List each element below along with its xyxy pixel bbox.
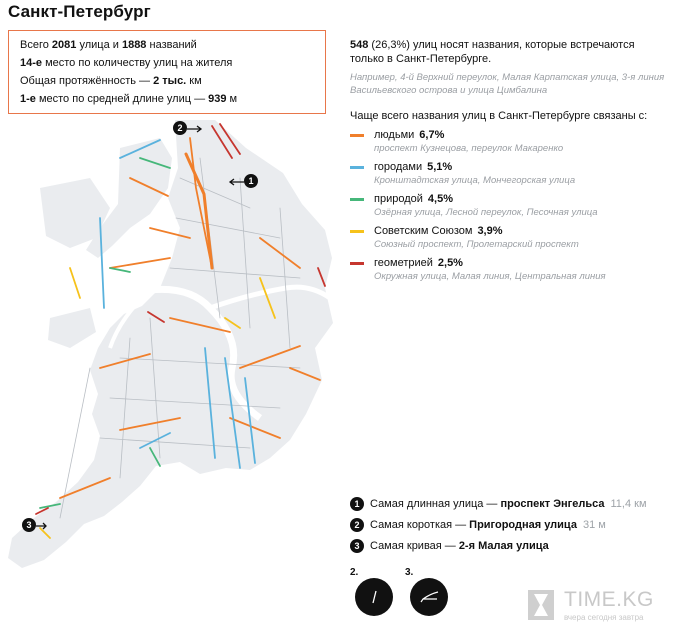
marker-2-arrow — [187, 124, 205, 134]
shortest-street-shape — [355, 578, 393, 616]
legend-row — [350, 159, 670, 175]
legend-item — [350, 223, 670, 255]
legend-percent: 3,9% — [477, 225, 503, 237]
legend-row — [350, 191, 670, 207]
legend-percent: 4,5% — [427, 193, 453, 205]
unique-names-example: Например, 4-й Верхний переулок, Малая Карпатская улица, 3-я линия Васильевского острова и улица Цимбалина — [350, 72, 665, 96]
hourglass-icon — [528, 590, 554, 620]
legend-label: Советским Союзом — [374, 225, 473, 237]
map-marker-2: 2 — [173, 121, 187, 135]
curviest-street-shape — [410, 578, 448, 616]
record-value: 31 м — [582, 519, 606, 531]
legend-example: Окружная улица, Малая линия, Центральная линия — [374, 271, 606, 282]
stat-total-length: Общая протяжённость — 2 тыс. км — [20, 75, 202, 87]
legend-example: Кронштадтская улица, Мончегорская улица — [374, 175, 576, 186]
record-number: 2 — [350, 518, 364, 532]
unique-names-text: 548 (26,3%) улиц носят названия, которые встречаются только в Санкт-Петербурге. Например, 4-й Верхний переулок, Малая Карпатская улица, 3-я линия Васильевского острова и улица Цимбалина — [350, 38, 670, 97]
record-number: 3 — [350, 539, 364, 553]
legend-percent: 5,1% — [427, 161, 453, 173]
legend-example: Союзный проспект, Пролетарский проспект — [374, 239, 579, 250]
legend-swatch — [350, 230, 364, 233]
city-street-map — [0, 118, 342, 572]
stat-avg-length: 1-е место по средней длине улиц — 939 м — [20, 93, 238, 105]
record-number: 1 — [350, 497, 364, 511]
record-label: Самая короткая — — [370, 519, 467, 531]
marker-1-arrow — [226, 177, 244, 187]
legend-row — [350, 223, 670, 239]
shape-label-3: 3. — [405, 567, 414, 578]
legend — [350, 127, 670, 287]
legend-item — [350, 255, 670, 287]
record-label: Самая кривая — — [370, 540, 456, 552]
record-row — [350, 496, 647, 512]
marker-3-arrow — [36, 521, 50, 531]
record-street-name: Пригородная улица — [469, 519, 577, 531]
legend-label: геометрией — [374, 257, 433, 269]
record-street-name: проспект Энгельса — [500, 498, 605, 510]
watermark-tagline: вчера сегодня завтра — [564, 613, 644, 622]
stat-streets: Всего 2081 улица и 1888 названий — [20, 39, 197, 51]
legend-swatch — [350, 262, 364, 265]
legend-swatch — [350, 134, 364, 137]
legend-heading: Чаще всего названия улиц в Санкт-Петербурге связаны с: — [350, 110, 648, 122]
shape-label-2: 2. — [350, 567, 359, 578]
legend-item — [350, 191, 670, 223]
legend-example: Озёрная улица, Лесной переулок, Песочная улица — [374, 207, 598, 218]
legend-item — [350, 159, 670, 191]
record-street-name: 2-я Малая улица — [458, 540, 549, 552]
legend-row — [350, 255, 670, 271]
watermark-logo — [524, 586, 674, 628]
legend-label: городами — [374, 161, 423, 173]
legend-swatch — [350, 198, 364, 201]
watermark-name: TIME.KG — [564, 588, 654, 611]
record-row — [350, 517, 606, 533]
legend-row — [350, 127, 670, 143]
legend-percent: 2,5% — [437, 257, 463, 269]
map-marker-1: 1 — [244, 174, 258, 188]
map-marker-3: 3 — [22, 518, 36, 532]
record-label: Самая длинная улица — — [370, 498, 498, 510]
legend-swatch — [350, 166, 364, 169]
record-row — [350, 538, 555, 554]
legend-label: природой — [374, 193, 423, 205]
legend-example: проспект Кузнецова, переулок Макаренко — [374, 143, 564, 154]
legend-item — [350, 127, 670, 159]
stats-box — [8, 30, 326, 114]
legend-percent: 6,7% — [419, 129, 445, 141]
legend-label: людьми — [374, 129, 415, 141]
record-value: 11,4 км — [610, 498, 647, 510]
page-title: Санкт-Петербург — [8, 2, 151, 21]
stat-per-resident: 14-е место по количеству улиц на жителя — [20, 57, 233, 69]
map-landmass — [8, 120, 333, 568]
